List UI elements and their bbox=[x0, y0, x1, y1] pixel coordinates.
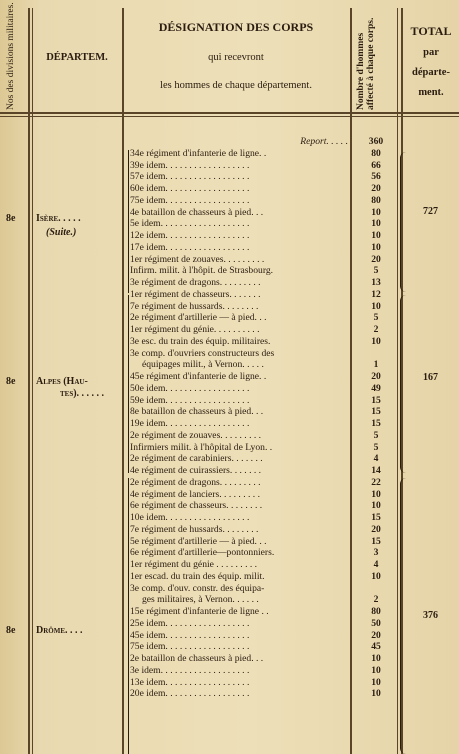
header-rule bbox=[0, 116, 459, 117]
table-row bbox=[126, 289, 459, 301]
table-row bbox=[126, 136, 459, 148]
corps-designation: 19e idem. . . . . . . . . . . . . . . . . . bbox=[130, 418, 250, 429]
corps-designation: 25e idem. . . . . . . . . . . . . . . . . . bbox=[130, 617, 250, 629]
table-row bbox=[126, 653, 459, 665]
department-label: Isère. . . . . bbox=[36, 213, 81, 224]
table-row bbox=[126, 606, 459, 618]
corps-designation: 1er régiment de zouaves. . . . . . . . . bbox=[130, 253, 265, 265]
men-count: 2 bbox=[373, 594, 379, 606]
table-row bbox=[126, 324, 459, 336]
corps-designation: 1er régiment du génie . . . . . . . . . bbox=[130, 559, 258, 570]
department-total: 167 bbox=[423, 372, 438, 383]
table-row bbox=[126, 406, 459, 418]
table-row bbox=[126, 453, 459, 465]
table-row bbox=[126, 442, 459, 454]
department-total: 376 bbox=[423, 610, 438, 621]
department-total: 727 bbox=[423, 206, 438, 217]
men-count: 13 bbox=[371, 277, 381, 288]
corps-designation: 3e comp. d'ouvriers constructeurs des bbox=[130, 347, 275, 359]
designation-header-sub: qui recevront bbox=[208, 52, 264, 63]
men-count: 4 bbox=[373, 559, 379, 570]
table-row bbox=[126, 265, 459, 277]
corps-designation: 3e comp. d'ouv. constr. des équipa- bbox=[130, 582, 265, 594]
division-label: 8e bbox=[6, 625, 16, 636]
men-count: 10 bbox=[371, 230, 381, 241]
men-count: 80 bbox=[371, 194, 381, 206]
men-count: 80 bbox=[371, 147, 381, 159]
table-row bbox=[126, 512, 459, 524]
table-row bbox=[126, 312, 459, 324]
table-row bbox=[126, 641, 459, 653]
corps-designation: 5e idem. . . . . . . . . . . . . . . . . . . bbox=[130, 218, 250, 230]
table-row bbox=[126, 218, 459, 230]
table-row bbox=[126, 583, 459, 595]
corps-designation: 45e idem. . . . . . . . . . . . . . . . . . bbox=[130, 629, 250, 641]
corps-designation: ges militaires, à Vernon. . . . . . bbox=[142, 594, 259, 606]
men-count: 1 bbox=[373, 359, 379, 371]
corps-designation: 75e idem. . . . . . . . . . . . . . . . . . bbox=[130, 194, 250, 206]
men-count: 80 bbox=[371, 606, 381, 617]
corps-designation: 3e régiment de dragons. . . . . . . . . bbox=[130, 277, 261, 288]
table-row bbox=[126, 630, 459, 642]
men-count: 15 bbox=[371, 535, 381, 547]
corps-designation: 6e régiment de chasseurs. . . . . . . . bbox=[130, 500, 263, 512]
table-row bbox=[126, 465, 459, 477]
table-row bbox=[126, 618, 459, 630]
corps-designation: 60e idem. . . . . . . . . . . . . . . . . . bbox=[130, 183, 250, 194]
department-column-header: DÉPARTEM. bbox=[46, 52, 108, 63]
corps-designation: 13e idem. . . . . . . . . . . . . . . . . . bbox=[130, 676, 250, 688]
men-count: 15 bbox=[371, 418, 381, 429]
corps-designation: 75e idem. . . . . . . . . . . . . . . . . . bbox=[130, 641, 250, 653]
corps-designation: Infirm. milit. à l'hôpit. de Strasbourg. bbox=[130, 265, 274, 277]
division-label: 8e bbox=[6, 376, 16, 387]
men-count: 20 bbox=[371, 253, 381, 265]
designation-header-title: DÉSIGNATION DES CORPS bbox=[158, 20, 314, 34]
division-label: 8e bbox=[6, 213, 16, 224]
table-row bbox=[126, 383, 459, 395]
men-count: 20 bbox=[371, 523, 381, 535]
table-row bbox=[126, 359, 459, 371]
corps-designation: 34e régiment d'infanterie de ligne. . bbox=[130, 147, 267, 159]
table-row bbox=[126, 301, 459, 313]
men-count: 10 bbox=[371, 500, 381, 512]
table-row bbox=[126, 524, 459, 536]
men-count: 50 bbox=[371, 617, 381, 629]
table-row bbox=[126, 665, 459, 677]
men-count: 3 bbox=[373, 547, 379, 559]
corps-designation: 57e idem. . . . . . . . . . . . . . . . . . bbox=[130, 171, 250, 183]
corps-designation: 17e idem. . . . . . . . . . . . . . . . . . bbox=[130, 241, 250, 253]
corps-designation: 8e bataillon de chasseurs à pied. . . bbox=[130, 406, 264, 418]
men-count: 56 bbox=[371, 171, 381, 183]
corps-designation: 2e régiment d'artillerie — à pied. . . bbox=[130, 312, 267, 324]
table-row bbox=[126, 277, 459, 289]
men-count: 10 bbox=[371, 653, 381, 664]
corps-designation: 1er régiment de chasseurs. . . . . . . bbox=[130, 288, 261, 300]
department-note: tes). . . . . . bbox=[60, 388, 105, 399]
men-count: 66 bbox=[371, 159, 381, 171]
corps-designation: 2e bataillon de chasseurs à pied. . . bbox=[130, 653, 264, 664]
men-count: 45 bbox=[371, 641, 381, 653]
department-label: Drôme. . . . bbox=[36, 625, 83, 636]
designation-list bbox=[126, 136, 459, 700]
men-count: 20 bbox=[371, 629, 381, 641]
table-row bbox=[126, 477, 459, 489]
table-row bbox=[126, 395, 459, 407]
men-count: 10 bbox=[371, 300, 381, 312]
table-row bbox=[126, 336, 459, 348]
corps-designation: 50e idem. . . . . . . . . . . . . . . . . . bbox=[130, 382, 250, 394]
men-count: 20 bbox=[371, 371, 381, 382]
men-count: 15 bbox=[371, 406, 381, 418]
corps-designation: 45e régiment d'infanterie de ligne. . bbox=[130, 371, 267, 382]
designation-header-sub2: les hommes de chaque département. bbox=[160, 80, 312, 91]
men-count: 15 bbox=[371, 512, 381, 523]
men-count: 10 bbox=[371, 206, 381, 218]
table-row bbox=[126, 418, 459, 430]
department-note: (Suite.) bbox=[46, 227, 77, 238]
corps-designation: 7e régiment de hussards. . . . . . . . bbox=[130, 523, 259, 535]
table-row bbox=[126, 571, 459, 583]
men-count: 14 bbox=[371, 465, 381, 476]
men-count: 10 bbox=[371, 241, 381, 253]
men-count: 20 bbox=[371, 183, 381, 194]
division-column-header: Nos des divisions militaires. bbox=[6, 2, 16, 110]
men-count: 5 bbox=[373, 429, 379, 441]
men-count: 5 bbox=[373, 265, 379, 277]
total-header-title: TOTAL bbox=[410, 24, 452, 38]
table-row bbox=[126, 348, 459, 360]
men-count: 4 bbox=[373, 453, 379, 465]
table-row bbox=[126, 677, 459, 689]
corps-designation: 15e régiment d'infanterie de ligne . . bbox=[130, 606, 269, 617]
total-header-line4: ment. bbox=[418, 87, 444, 98]
column-rule bbox=[28, 8, 30, 754]
corps-designation: 3e idem. . . . . . . . . . . . . . . . . . . bbox=[130, 664, 250, 676]
table-row bbox=[126, 254, 459, 266]
table-row bbox=[126, 559, 459, 571]
men-count: 10 bbox=[371, 664, 381, 676]
men-count: 10 bbox=[371, 570, 381, 582]
men-count: 10 bbox=[371, 676, 381, 688]
department-label: Alpes (Hau- bbox=[36, 376, 88, 387]
corps-designation: 2e régiment de dragons. . . . . . . . . bbox=[130, 476, 261, 488]
corps-designation: Report. . . . . bbox=[300, 136, 348, 147]
men-count: 15 bbox=[371, 394, 381, 406]
men-count: 22 bbox=[371, 476, 381, 488]
corps-designation: 4e régiment de lanciers. . . . . . . . . bbox=[130, 488, 261, 500]
corps-designation: 7e régiment de hussards. . . . . . . . bbox=[130, 300, 259, 312]
table-row bbox=[126, 547, 459, 559]
men-count: 49 bbox=[371, 382, 381, 394]
corps-designation: 59e idem. . . . . . . . . . . . . . . . . . bbox=[130, 394, 250, 406]
men-count: 10 bbox=[371, 488, 381, 500]
table-row bbox=[126, 242, 459, 254]
men-count: 10 bbox=[371, 335, 381, 347]
table-row bbox=[126, 171, 459, 183]
number-column-header: Nombre d'hommes affecté à chaque corps. bbox=[356, 17, 376, 110]
corps-designation: 1er escad. du train des équip. milit. bbox=[130, 570, 265, 582]
table-row bbox=[126, 489, 459, 501]
corps-designation: 6e régiment d'artillerie—pontonniers. bbox=[130, 547, 275, 559]
table-row bbox=[126, 500, 459, 512]
men-count: 12 bbox=[371, 288, 381, 300]
total-header-line3: départe- bbox=[412, 67, 450, 78]
table-row bbox=[126, 207, 459, 219]
men-count: 5 bbox=[373, 312, 379, 324]
men-count: 2 bbox=[373, 324, 379, 335]
corps-designation: 39e idem. . . . . . . . . . . . . . . . . . bbox=[130, 159, 250, 171]
men-count: 10 bbox=[371, 218, 381, 230]
table-row bbox=[126, 594, 459, 606]
corps-designation: 2e régiment de carabiniers. . . . . . . bbox=[130, 453, 263, 465]
corps-designation: 2e régiment de zouaves. . . . . . . . . bbox=[130, 429, 262, 441]
corps-designation: Infirmiers milit. à l'hôpital de Lyon. . bbox=[130, 441, 273, 453]
men-count: 10 bbox=[371, 688, 381, 700]
header-rule bbox=[0, 112, 459, 114]
corps-designation: 5e régiment d'artillerie — à pied. . . bbox=[130, 535, 267, 547]
column-rule bbox=[32, 8, 33, 754]
table-row bbox=[126, 371, 459, 383]
corps-designation: 12e idem. . . . . . . . . . . . . . . . . . bbox=[130, 230, 250, 241]
corps-designation: 4e bataillon de chasseurs à pied. . . bbox=[130, 206, 264, 218]
table-row bbox=[126, 183, 459, 195]
table-row bbox=[126, 160, 459, 172]
corps-designation: 1er régiment du génie. . . . . . . . . . bbox=[130, 324, 260, 335]
corps-designation: 20e idem. . . . . . . . . . . . . . . . . . bbox=[130, 688, 250, 700]
table-row bbox=[126, 195, 459, 207]
total-header-line2: par bbox=[423, 47, 439, 58]
men-count: 5 bbox=[373, 441, 379, 453]
corps-designation: 3e esc. du train des équip. militaires. bbox=[130, 335, 271, 347]
table-row bbox=[126, 688, 459, 700]
corps-designation: 10e idem. . . . . . . . . . . . . . . . . . bbox=[130, 512, 250, 523]
table-row bbox=[126, 230, 459, 242]
table-row bbox=[126, 536, 459, 548]
corps-designation: 4e régiment de cuirassiers. . . . . . . bbox=[130, 465, 262, 476]
corps-designation: équipages milit., à Vernon. . . . . bbox=[142, 359, 264, 371]
men-count: 360 bbox=[368, 136, 384, 147]
table-row bbox=[126, 148, 459, 160]
table-row bbox=[126, 430, 459, 442]
